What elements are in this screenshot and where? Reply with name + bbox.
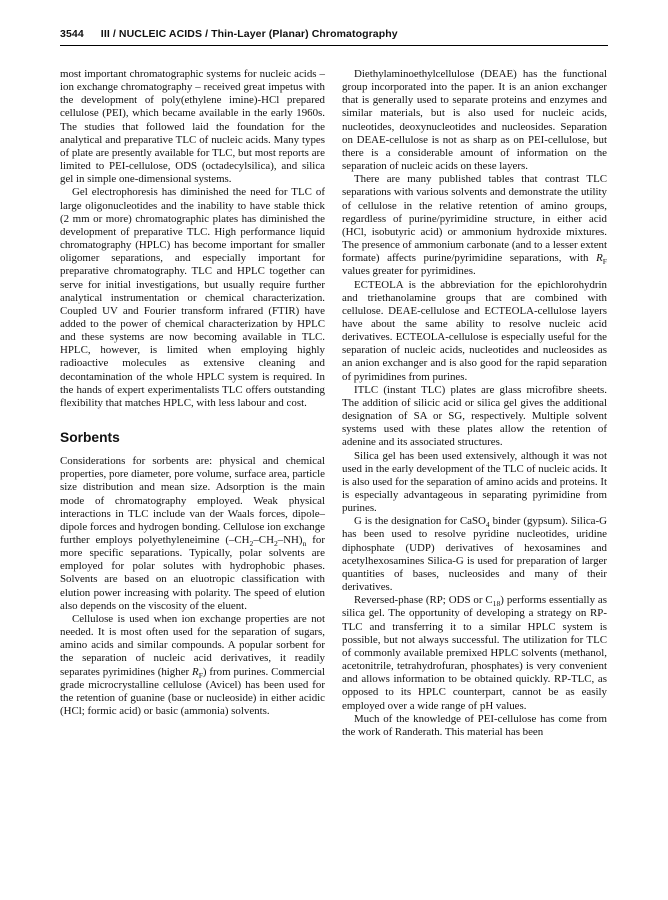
section-heading-sorbents: Sorbents <box>60 430 120 446</box>
text-run: binder (gypsum). Silica-G has been used to resolve pyridine nucleotides, uridine diphosphate (UDP) derivatives of hexosamines and acetylhexosamines Silica-G is used for preparation of larger quantities of bases, nucleosides and many of their derivatives. <box>342 515 607 594</box>
header-rule <box>60 45 608 46</box>
subscript: F <box>602 257 607 267</box>
right-paragraph-1: Diethylaminoethylcellulose (DEAE) has the functional group incorporated into the paper. It is an anion exchanger that is generally used to separate proteins and enzymes and similar materials, but is also used for nucleic acids, nucleotides, deoxynucleotides and nucleosides. Separation on DEAE-cellulose is not as sharp as on PEI-cellulose, but there is a considerable amount of information on the separation of nucleic acids on these layers. <box>342 68 607 173</box>
subscript: 2 <box>273 539 278 549</box>
right-paragraph-6 <box>342 515 607 594</box>
right-paragraph-4: ITLC (instant TLC) plates are glass microfibre sheets. The addition of silicic acid or silica gel gives the additional designation of SA or SG, respectively. Multiple solvent systems used with these plates allow the retention of adenine and its associated structures. <box>342 383 607 449</box>
text-run: values greater for pyrimidines. <box>342 265 476 278</box>
right-paragraph-8: Much of the knowledge of PEI-cellulose has come from the work of Randerath. This material has been <box>342 712 607 738</box>
subscript: F <box>198 670 203 680</box>
left-paragraph-4 <box>60 613 325 718</box>
text-run: Considerations for sorbents are: physical and chemical properties, pore diameter, pore volume, surface area, particle size distribution and mean size. Adsorption is the main mode of chromatography employed. Weak physical interactions in TLC include van der Waals forces, dipole–dipole forces and hydrogen bonding. Cellulose ion exchange further employs polyethyleneimine (–CH <box>60 455 325 546</box>
subscript: n <box>302 539 307 549</box>
left-column <box>60 68 325 718</box>
text-run: Cellulose is used when ion exchange properties are not needed. It is most often used for the separation of sugars, amino acids and similar compounds. A popular sorbent for the separation of nucleic acid derivatives, it readily separates pyrimidines (higher <box>60 612 325 678</box>
text-run: –NH) <box>277 534 303 546</box>
running-header <box>60 28 608 40</box>
right-paragraph-7 <box>342 594 607 712</box>
page-number: 3544 <box>60 28 84 40</box>
subscript: 2 <box>249 539 254 549</box>
left-paragraph-1: most important chromatographic systems for nucleic acids – ion exchange chromatography – received great impetus with the development of poly(ethylene imine)-HCl prepared cellulose (PEI), which became available in the early 1960s. The studies that followed laid the foundation for the analytical and preparative TLC of nucleic acids. Many types of plate are presently available for TLC, but most reports are limited to PEI-cellulose, ODS (octadecylsilica), and silica gel in simple one-dimensional systems. <box>60 68 325 186</box>
text-run: There are many published tables that contrast TLC separations with various solvents and demonstrate the utility of cellulose in the relative retention of amino groups, regardless of purine/pyrimidine structure, in either acid (HCl, isobutyric acid) or ammonium hydroxide mixtures. The presence of ammonium carbonate (and to a lesser extent formate) affects purine/pyrimidine separations, with <box>342 173 607 265</box>
rf-symbol: R <box>596 252 603 265</box>
left-paragraph-3 <box>60 455 325 613</box>
text-run: –CH <box>253 534 274 546</box>
running-title: III / NUCLEIC ACIDS / Thin-Layer (Planar) Chromatography <box>100 28 398 40</box>
text-run: Reversed-phase (RP; ODS or C <box>354 594 493 607</box>
right-column <box>342 68 607 739</box>
text-run: ) performs essentially as silica gel. The opportunity of developing a strategy on RP-TLC and transferring it to a similar HPLC system is possible, but not always successful. The utilization for TLC of commonly available premixed HPLC solvents (methanol, acetonitrile, tetrahydrofuran, phosphates) is very convenient and allows information to be obtained quickly. RP-TLC, as opposed to its HPLC counterpart, cannot be as easily employed over a wide range of pH values. <box>342 594 607 712</box>
right-paragraph-2 <box>342 173 607 278</box>
text-run: ) from purines. Commercial grade microcrystalline cellulose (Avicel) has been used for the retention of guanine (base or nucleoside) in either acidic (HCl; formic acid) or basic (ammonia) solvents. <box>60 665 325 718</box>
rf-symbol: R <box>192 665 199 678</box>
subscript: 4 <box>485 520 490 530</box>
right-paragraph-5: Silica gel has been used extensively, although it was not used in the early development of the TLC of nucleic acids. It is also used for the separation of amino acids and proteins. It is especially advantageous in separating pyrimidine from purines. <box>342 449 607 515</box>
subscript: 18 <box>492 599 501 609</box>
text-run: for more specific separations. Typically, polar solvents are employed for polar solutes with hydrophobic phases. Solvents are based on an eluotropic classification with elution power increasing with polarity. The speed of elution also depends on the viscosity of the eluent. <box>60 534 325 612</box>
left-paragraph-2: Gel electrophoresis has diminished the need for TLC of large oligonucleotides and the inability to have stable thick (2 mm or more) chromatographic plates has diminished the development of preparative TLC. High performance liquid chromatography (HPLC) has become important for smaller oligomer separations, and especially important for preparative chromatography. TLC and HPLC together can serve for initial investigations, but usually require further analytical instrumentation or chemical characterization. Coupled UV and Fourier transform infrared (FTIR) have added to the power of chemical characterization by HPLC and these systems are now becoming available in TLC. HPLC, however, is limited when employing highly radioactive molecules as extensive cleaning and decontamination of the whole HPLC system is required. In the hands of expert experimentalists TLC offers outstanding flexibility that matches HPLC, with less labour and cost. <box>60 186 325 409</box>
text-run: G is the designation for CaSO <box>354 515 486 528</box>
right-paragraph-3: ECTEOLA is the abbreviation for the epichlorohydrin and triethanolamine groups that are combined with cellulose. DEAE-cellulose and ECTEOLA-cellulose layers have about the same ability to resolve nucleic acid derivatives. ECTEOLA-cellulose is especially useful for the separation of nucleic acids, nucleotides and nucleosides as an anion exchanger and is also good for the rapid separation of pyrimidines from purines. <box>342 278 607 383</box>
